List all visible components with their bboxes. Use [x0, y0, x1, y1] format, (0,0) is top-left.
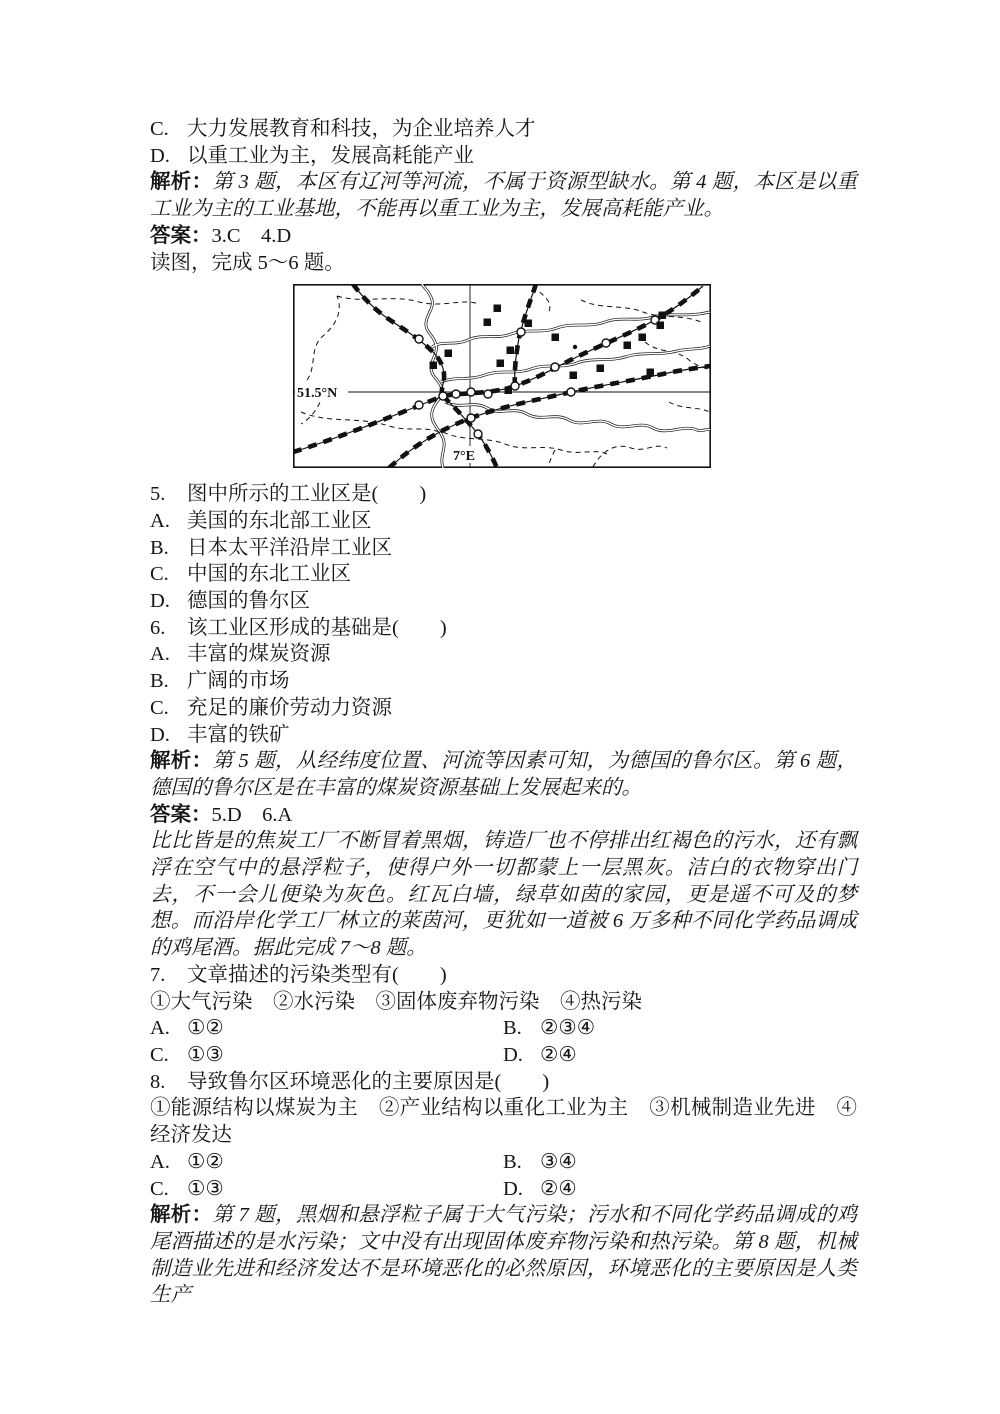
- option-text: 广阔的市场: [187, 670, 290, 693]
- option-text: ①③: [187, 1177, 224, 1200]
- option-text: 中国的东北工业区: [187, 563, 351, 586]
- option-text: 美国的东北部工业区: [187, 509, 372, 532]
- analysis-text: 第 7 题，黑烟和悬浮粒子属于大气污染；污水和不同化学药品调成的鸡尾酒描述的是水污染；文中没有出现固体废弃物污染和热污染。第 8 题，机械制造业先进和经济发达不是环境恶化的必然原因，环境恶化的主要原因是人类生产: [150, 1204, 858, 1307]
- option-text: 以重工业为主，发展高耗能产业: [187, 144, 474, 167]
- analysis-tag: 解析：: [150, 749, 213, 773]
- option-row: [150, 1042, 857, 1069]
- option-label: D.: [150, 144, 170, 167]
- analysis-tag: 解析：: [150, 170, 213, 194]
- option-cell: [503, 1015, 595, 1042]
- question-7-items: ①大气污染 ②水污染 ③固体废弃物污染 ④热污染: [150, 990, 642, 1013]
- option-text: 日本太平洋沿岸工业区: [187, 536, 392, 559]
- option-row: [150, 508, 857, 535]
- question-number: 7.: [150, 963, 166, 986]
- answer-tag: 答案：: [150, 223, 212, 247]
- option-label: C.: [150, 1043, 169, 1066]
- answer-line-q5-q6: [150, 802, 857, 829]
- option-label: B.: [503, 1150, 522, 1173]
- option-label: C.: [150, 563, 169, 586]
- option-label: C.: [150, 1177, 169, 1200]
- answer-tag: 答案：: [150, 802, 212, 826]
- option-label: C.: [150, 118, 169, 140]
- option-text: ③④: [540, 1150, 577, 1173]
- map-figure: [293, 284, 711, 468]
- answer-text: 3.C 4.D: [211, 224, 292, 247]
- option-label: C.: [150, 696, 169, 719]
- option-row: [150, 1176, 857, 1203]
- analysis-tag: 解析：: [150, 1203, 213, 1227]
- question-text: 该工业区形成的基础是( ): [187, 616, 447, 639]
- longitude-label: 7°E: [453, 449, 475, 465]
- option-row: [150, 641, 857, 668]
- option-text: 德国的鲁尔区: [187, 590, 310, 613]
- option-text: ②④: [540, 1177, 577, 1200]
- option-text: ②③④: [540, 1017, 596, 1040]
- option-label: D.: [150, 590, 170, 613]
- question-7-stem: [150, 962, 857, 989]
- option-cell: [503, 1042, 577, 1069]
- analysis-paragraph-q5-q6: [150, 748, 857, 801]
- option-row: [150, 143, 857, 170]
- option-label: D.: [150, 723, 170, 746]
- option-row: [150, 1149, 857, 1176]
- question-8-stem: [150, 1069, 857, 1096]
- question-text: 图中所示的工业区是( ): [187, 483, 427, 506]
- option-label: D.: [503, 1177, 523, 1200]
- analysis-paragraph-q3-q4: [150, 169, 857, 222]
- document-body: [150, 116, 857, 1309]
- latitude-label: 51.5°N: [297, 386, 338, 402]
- option-label: A.: [150, 1017, 170, 1040]
- option-cell: [503, 1176, 577, 1203]
- option-label: A.: [150, 509, 170, 532]
- option-text: 丰富的煤炭资源: [187, 643, 331, 666]
- option-row: [150, 668, 857, 695]
- option-row: [150, 1015, 857, 1042]
- option-label: B.: [503, 1017, 522, 1040]
- reading-passage: 比比皆是的焦炭工厂不断冒着黑烟，铸造厂也不停排出红褐色的污水，还有飘浮在空气中的悬浮粒子，使得户外一切都蒙上一层黑灰。洁白的衣物穿出门去，不一会儿便染为灰色。红瓦白墙，绿草如茵的家园，更是遥不可及的梦想。而沿岸化学工厂林立的莱茵河，更犹如一道被 6 万多种不同化学药品调成的鸡尾酒。据此完成 7～8 题。: [150, 830, 857, 960]
- option-text: 大力发展教育和科技，为企业培养人才: [187, 118, 536, 140]
- analysis-text: 第 5 题，从经纬度位置、河流等因素可知，为德国的鲁尔区。第 6 题，德国的鲁尔区是在丰富的煤炭资源基础上发展起来的。: [150, 750, 858, 799]
- option-row: [150, 561, 857, 588]
- question-5-stem: [150, 481, 857, 508]
- option-text: ②④: [540, 1043, 577, 1066]
- ruhr-region-map: [293, 284, 711, 468]
- option-text: ①②: [187, 1150, 224, 1173]
- option-row: [150, 695, 857, 722]
- answer-text: 5.D 6.A: [211, 803, 293, 826]
- analysis-paragraph-q7-q8: [150, 1202, 857, 1309]
- question-number: 8.: [150, 1070, 166, 1093]
- option-cell: [150, 1015, 503, 1042]
- option-label: A.: [150, 643, 170, 666]
- question-number: 6.: [150, 616, 166, 639]
- lead-in-text: 读图，完成 5～6 题。: [150, 251, 345, 274]
- option-label: D.: [503, 1043, 523, 1066]
- option-label: A.: [150, 1150, 170, 1173]
- option-cell: [503, 1149, 577, 1176]
- option-text: ①③: [187, 1043, 224, 1066]
- option-label: B.: [150, 536, 169, 559]
- option-text: ①②: [187, 1017, 224, 1040]
- option-label: B.: [150, 670, 169, 693]
- option-row: [150, 116, 857, 143]
- option-row: [150, 722, 857, 749]
- answer-line-q3-q4: [150, 223, 857, 250]
- question-6-stem: [150, 615, 857, 642]
- question-8-items: ①能源结构以煤炭为主 ②产业结构以重化工业为主 ③机械制造业先进 ④经济发达: [150, 1097, 857, 1147]
- option-cell: [150, 1176, 503, 1203]
- option-text: 丰富的铁矿: [187, 723, 290, 746]
- option-cell: [150, 1042, 503, 1069]
- option-row: [150, 535, 857, 562]
- question-text: 文章描述的污染类型有( ): [187, 963, 447, 986]
- option-cell: [150, 1149, 503, 1176]
- option-row: [150, 588, 857, 615]
- analysis-text: 第 3 题，本区有辽河等河流，不属于资源型缺水。第 4 题，本区是以重工业为主的工业基地，不能再以重工业为主，发展高耗能产业。: [150, 171, 858, 221]
- question-text: 导致鲁尔区环境恶化的主要原因是( ): [187, 1070, 550, 1093]
- question-number: 5.: [150, 483, 166, 506]
- option-text: 充足的廉价劳动力资源: [187, 696, 392, 719]
